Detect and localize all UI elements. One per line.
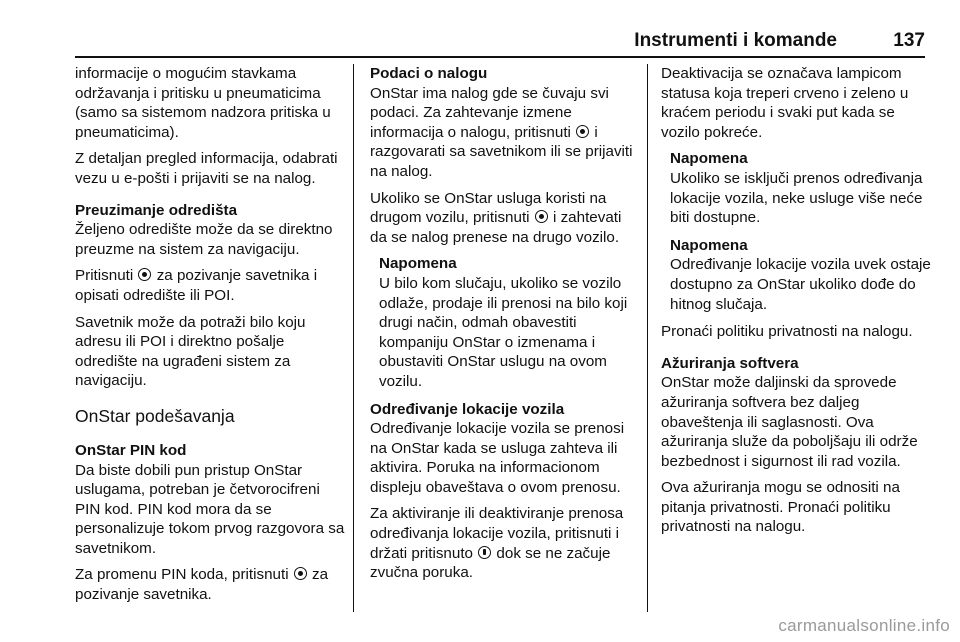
section-heading: Određivanje lokacije vozila	[370, 400, 565, 418]
page-header	[75, 30, 925, 62]
paragraph: Da biste dobili pun pristup OnStar uslugama, potreban je četvorocifreni PIN kod. PIN kod mora da se personalizuje tokom prvog razgovora sa savetnikom.	[75, 461, 345, 557]
paragraph: Savetnik može da potraži bilo koju adresu ili POI i direktno pošalje odredište na ugrađeni sistem za navigaciju.	[75, 313, 306, 390]
onstar-privacy-button-icon	[478, 546, 491, 559]
paragraph: informacije o mogućim stavkama održavanja i pritisku u pneumaticima (samo sa sistemom nadzora pritiska u pneumaticima).	[75, 65, 331, 141]
section-heading: OnStar PIN kod	[75, 441, 187, 459]
section-heading: Podaci o nalogu	[370, 65, 488, 82]
note-heading: Napomena	[670, 236, 748, 254]
column-divider-1	[353, 64, 354, 612]
note-heading: Napomena	[670, 150, 748, 168]
watermark: carmanualsonline.info	[778, 616, 950, 635]
paragraph: Željeno odredište može da se direktno preuzme na sistem za navigaciju.	[75, 221, 333, 258]
paragraph: Za aktiviranje ili deaktiviranje prenosa određivanja lokacije vozila, pritisnuti i držati pritisnuto dok se ne začuje zvučna poruka.	[370, 505, 624, 582]
note-box	[379, 254, 638, 391]
chapter-heading: OnStar podešavanja	[75, 405, 235, 426]
column-1	[75, 64, 345, 612]
onstar-advisor-icon	[535, 210, 548, 223]
paragraph: Pritisnuti za pozivanje savetnika i opisati odredište ili POI.	[75, 267, 318, 304]
paragraph: OnStar može daljinski da sprovede ažuriranja softvera bez daljeg obaveštenja ili saglasnosti. Ova ažuriranja služe da poboljšaju ili održe bezbednost i sigurnost ili rad vozila.	[661, 374, 918, 470]
onstar-advisor-icon	[138, 268, 151, 281]
page-title: Instrumenti i komande	[634, 30, 837, 51]
header-rule	[75, 56, 925, 58]
paragraph: Deaktivacija se označava lampicom statusa koja treperi crveno i zeleno u kraćem periodu i svaki put kada se vozilo pokreće.	[661, 65, 909, 141]
paragraph: Pronaći politiku privatnosti na nalogu.	[661, 323, 913, 341]
page-number: 137	[893, 30, 925, 51]
column-divider-2	[647, 64, 648, 612]
paragraph: Određivanje lokacije vozila se prenosi na OnStar kada se usluga zahteva ili aktivira. Poruka na informacionom displeju obaveštava o ovom prenosu.	[370, 420, 625, 496]
note-text: Određivanje lokacije vozila uvek ostaje dostupno za OnStar ukoliko dođe do hitnog slučaja.	[670, 256, 931, 313]
note-text: Ukoliko se isključi prenos određivanja lokacije vozila, neke usluge više neće biti dostupne.	[670, 169, 923, 227]
note-text: U bilo kom slučaju, ukoliko se vozilo odlaže, prodaje ili prenosi na bilo koji drugi način, odmah obavestiti kompaniju OnStar o izmenama i obustaviti OnStar uslugu na ovom vozilu.	[379, 274, 628, 390]
paragraph: OnStar ima nalog gde se čuvaju svi podaci. Za zahtevanje izmene informacija o nalogu, pritisnuti i razgovarati sa savetnikom ili se prijaviti na nalog.	[370, 84, 633, 180]
note-box	[670, 236, 933, 314]
paragraph: Z detaljan pregled informacija, odabrati vezu u e-pošti i prijaviti se na nalog.	[75, 150, 338, 187]
column-2	[370, 64, 638, 590]
section-heading: Ažuriranja softvera	[661, 354, 799, 372]
paragraph: Za promenu PIN koda, pritisnuti za pozivanje savetnika.	[75, 566, 329, 604]
paragraph: Ova ažuriranja mogu se odnositi na pitanja privatnosti. Pronaći politiku privatnosti na nalogu.	[661, 479, 900, 536]
onstar-advisor-icon	[294, 567, 307, 580]
paragraph: Ukoliko se OnStar usluga koristi na drugom vozilu, pritisnuti i zahtevati da se nalog prenese na drugo vozilo.	[370, 189, 622, 246]
section-heading: Preuzimanje odredišta	[75, 201, 238, 219]
onstar-advisor-icon	[576, 125, 589, 138]
note-box	[670, 149, 933, 227]
column-3	[661, 64, 933, 544]
note-heading: Napomena	[379, 255, 457, 273]
